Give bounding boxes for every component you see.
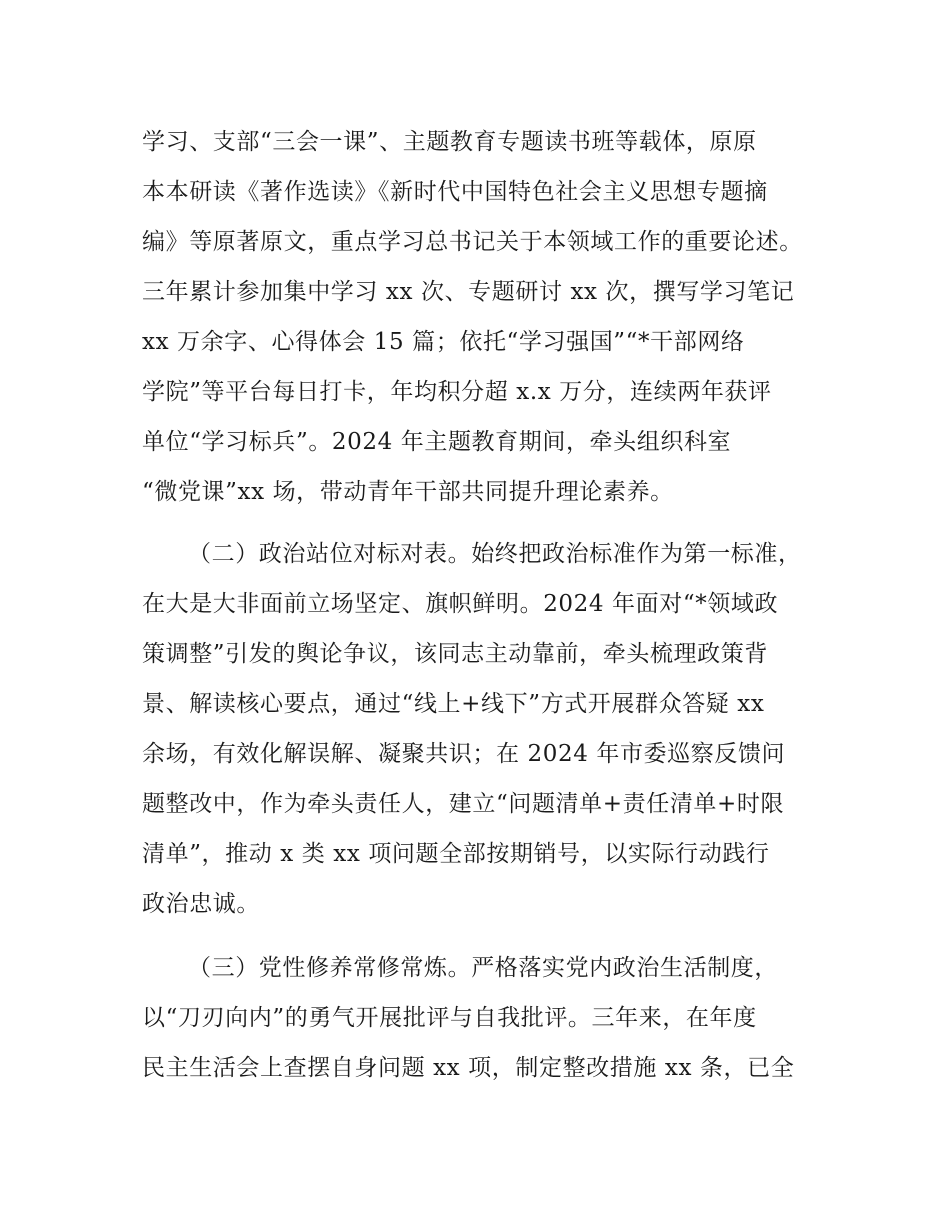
text-line: 策调整”引发的舆论争议，该同志主动靠前，牵头梳理政策背	[142, 641, 768, 667]
text-line: 在大是大非面前立场坚定、旗帜鲜明。2024 年面对“*领域政	[142, 591, 779, 617]
text-line: 政治忠诚。	[142, 891, 260, 917]
text-line: 单位“学习标兵”。2024 年主题教育期间，牵头组织科室	[142, 429, 732, 455]
text-line: “微党课”xx 场，带动青年干部共同提升理论素养。	[142, 479, 674, 505]
text-line: 学院”等平台每日打卡，年均积分超 x.x 万分，连续两年获评	[142, 379, 772, 405]
section-heading-line: （二）政治站位对标对表。始终把政治标准作为第一标准，	[188, 541, 802, 567]
text-line: 学习、支部“三会一课”、主题教育专题读书班等载体，原原	[142, 129, 757, 155]
text-line: 本本研读《著作选读》《新时代中国特色社会主义思想专题摘	[142, 179, 768, 205]
text-line: 景、解读核心要点，通过“线上+线下”方式开展群众答疑 xx	[142, 691, 765, 717]
text-line: 民主生活会上查摆自身问题 xx 项，制定整改措施 xx 条，已全	[142, 1055, 795, 1081]
text-line: 三年累计参加集中学习 xx 次、专题研讨 xx 次，撰写学习笔记	[142, 279, 795, 305]
text-line: 以“刀刃向内”的勇气开展批评与自我批评。三年来，在年度	[142, 1005, 757, 1031]
text-line: 清单”，推动 x 类 xx 项问题全部按期销号，以实际行动践行	[142, 841, 770, 867]
text-line: 编》等原著原文，重点学习总书记关于本领域工作的重要论述。	[142, 229, 803, 255]
text-line: xx 万余字、心得体会 15 篇；依托“学习强国”“*干部网络	[142, 329, 745, 355]
section-heading-line: （三）党性修养常修常炼。严格落实党内政治生活制度，	[188, 955, 778, 981]
text-line: 题整改中，作为牵头责任人，建立“问题清单+责任清单+时限	[142, 791, 785, 817]
text-line: 余场，有效化解误解、凝聚共识；在 2024 年市委巡察反馈问	[142, 741, 786, 767]
